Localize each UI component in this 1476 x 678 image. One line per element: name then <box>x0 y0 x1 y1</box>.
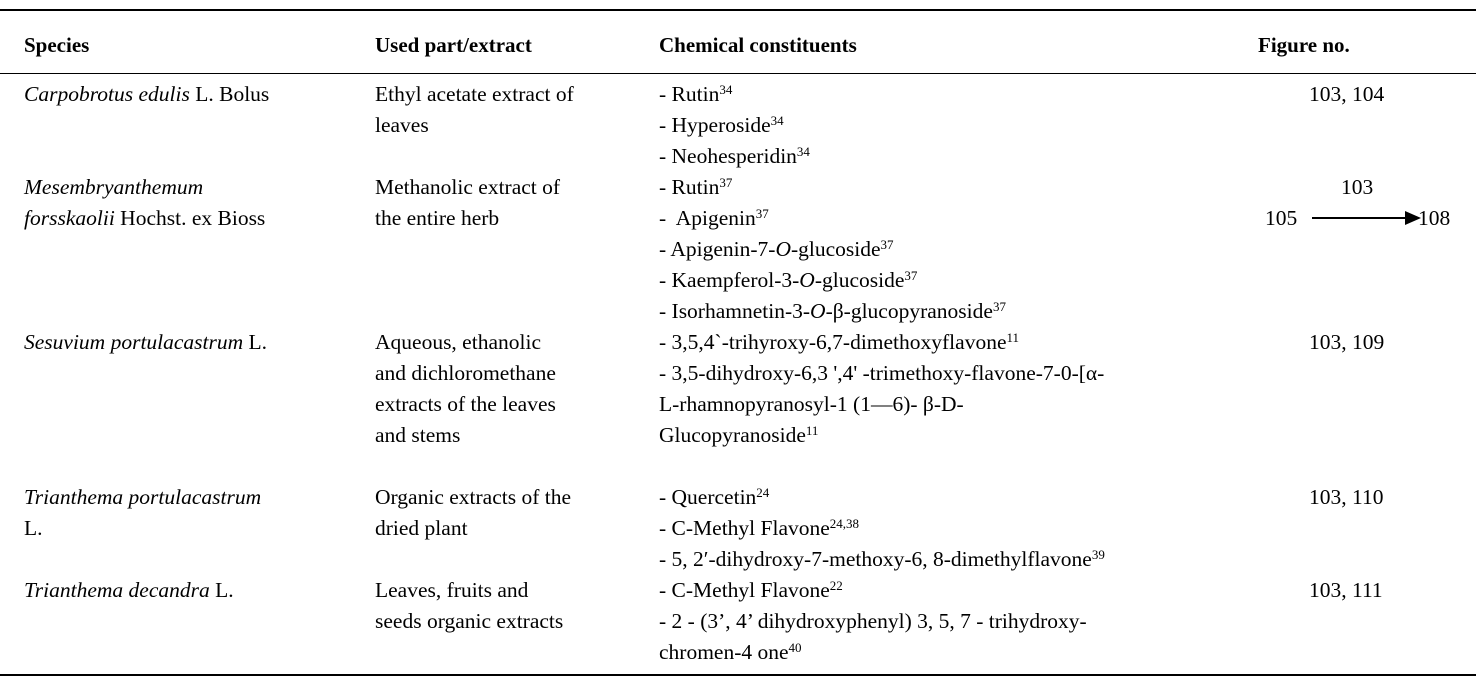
constituent: - 5, 2′-dihydroxy-7-methoxy-6, 8-dimethylflavone$^{39}$ <box>659 547 1105 571</box>
constituent: - Kaempferol-3-O-glucoside$^{37}$ <box>659 268 918 292</box>
used-part-line: extracts of the leaves <box>375 392 556 416</box>
figure-range-start: 105 <box>1265 206 1298 230</box>
constituent: - Apigenin-7-O-glucoside$^{37}$ <box>659 237 894 261</box>
top-rule <box>0 9 1476 11</box>
constituent: - C-Methyl Flavone$^{24,38}$ <box>659 516 860 540</box>
used-part-line: Ethyl acetate extract of <box>375 82 574 106</box>
used-part-line: dried plant <box>375 516 468 540</box>
species-mesembryanthemum: Mesembryanthemum <box>24 175 204 199</box>
used-part-line: Aqueous, ethanolic <box>375 330 541 354</box>
constituent: - Rutin$^{37}$ <box>659 175 733 199</box>
arrow-line <box>1312 217 1408 219</box>
used-part-line: and dichloromethane <box>375 361 556 385</box>
constituent: - Rutin$^{34}$ <box>659 82 733 106</box>
header-figure-no: Figure no. <box>1258 33 1350 57</box>
header-rule <box>0 73 1476 74</box>
figure-range-end: 108 <box>1418 206 1451 230</box>
used-part-line: Leaves, fruits and <box>375 578 529 602</box>
used-part-line: seeds organic extracts <box>375 609 564 633</box>
header-used-part: Used part/extract <box>375 33 532 57</box>
used-part-line: Methanolic extract of <box>375 175 561 199</box>
constituent: - Hyperoside$^{34}$ <box>659 113 784 137</box>
constituent: - 3,5,4`-trihyroxy-6,7-dimethoxyflavone$^{11}$ <box>659 330 1020 354</box>
species-trianthema-decandra: Trianthema decandra L. <box>24 578 234 602</box>
constituent: L-rhamnopyranosyl-1 (1—6)- β-D- <box>659 392 964 416</box>
figure-no: 103, 104 <box>1309 82 1385 106</box>
figure-no: 103 <box>1341 175 1374 199</box>
species-carpobrotus-edulis: Carpobrotus edulis L. Bolus <box>24 82 270 106</box>
constituent: - Apigenin$^{37}$ <box>659 206 769 230</box>
figure-no: 103, 109 <box>1309 330 1385 354</box>
used-part-line: and stems <box>375 423 461 447</box>
species-sesuvium-portulacastrum: Sesuvium portulacastrum L. <box>24 330 268 354</box>
constituent: - Isorhamnetin-3-O-β-glucopyranoside$^{37}$ <box>659 299 1006 323</box>
constituent: Glucopyranoside$^{11}$ <box>659 423 819 447</box>
used-part-line: the entire herb <box>375 206 500 230</box>
constituent: - Quercetin$^{24}$ <box>659 485 770 509</box>
header-constituents: Chemical constituents <box>659 33 857 57</box>
bottom-rule <box>0 674 1476 676</box>
species-trianthema-portulacastrum: Trianthema portulacastrum <box>24 485 262 509</box>
header-species: Species <box>24 33 90 57</box>
constituent: - 2 - (3’, 4’ dihydroxyphenyl) 3, 5, 7 - trihydroxy- <box>659 609 1087 633</box>
constituent: - C-Methyl Flavone$^{22}$ <box>659 578 843 602</box>
species-mesembryanthemum-line2: forsskaolii Hochst. ex Bioss <box>24 206 266 230</box>
figure-no: 103, 111 <box>1309 578 1383 602</box>
figure-no: 103, 110 <box>1309 485 1384 509</box>
constituent: chromen-4 one$^{40}$ <box>659 640 802 664</box>
constituent: - Neohesperidin$^{34}$ <box>659 144 810 168</box>
species-author: L. <box>24 516 43 540</box>
constituent: - 3,5-dihydroxy-6,3 ',4' -trimethoxy-flavone-7-0-[α- <box>659 361 1105 385</box>
used-part-line: Organic extracts of the <box>375 485 572 509</box>
used-part-line: leaves <box>375 113 429 137</box>
